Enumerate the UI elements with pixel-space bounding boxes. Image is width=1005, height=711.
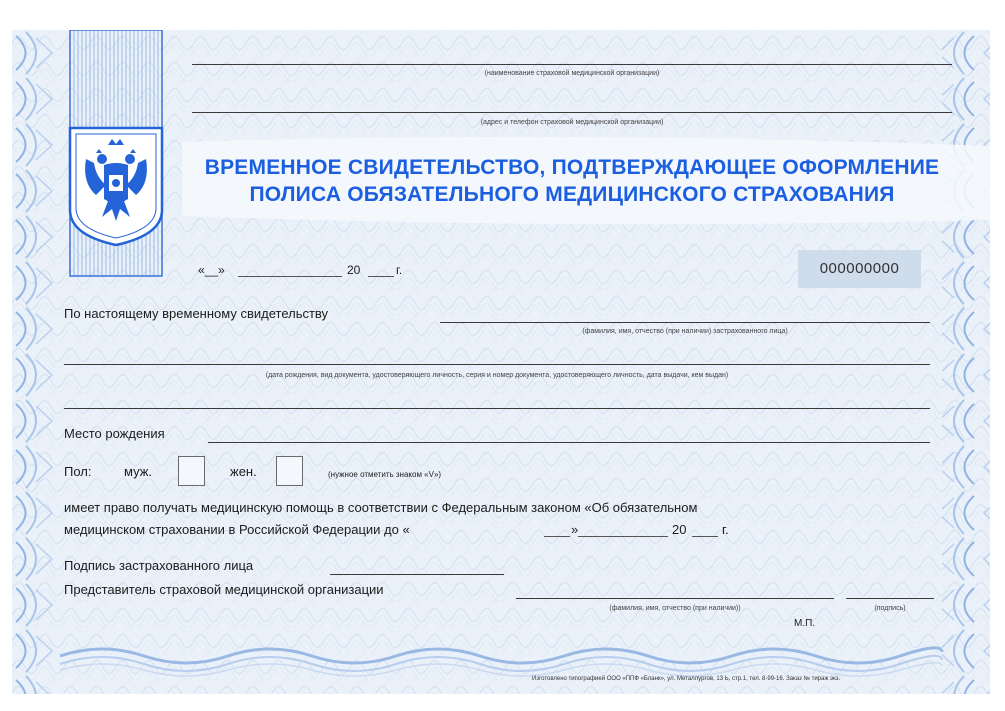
holder-details-line-2[interactable] [64,408,930,409]
printer-footer: Изготовлено типографией ООО «ППФ «Бланк», ул. Металлургов, 13 Ь, стр.1, тел. 8-99-16. Заказ № тираж экз. [532,676,841,682]
gender-female-label: жен. [230,464,257,479]
holder-label: По настоящему временному свидетельству [64,306,329,321]
russian-emblem-icon [66,125,166,247]
date-day: «__» [198,263,225,277]
representative-label: Представитель страховой медицинской организации [64,582,384,597]
date-year-prefix: 20 [347,263,361,277]
representative-name-line[interactable] [516,598,834,599]
org-name-caption: (наименование страховой медицинской организации) [484,70,660,77]
insured-signature-line[interactable] [330,574,504,575]
gender-male-label: муж. [124,464,153,479]
document-title-line1: ВРЕМЕННОЕ СВИДЕТЕЛЬСТВО, ПОДТВЕРЖДАЮЩЕЕ ОФОРМЛЕНИЕ [204,156,940,179]
insured-signature-label: Подпись застрахованного лица [64,558,254,573]
birthplace-line[interactable] [208,442,930,443]
stamp-placeholder: М.П. [794,618,816,629]
org-address-caption: (адрес и телефон страховой медицинской организации) [480,119,664,126]
holder-details-caption: (дата рождения, вид документа, удостоверяющего личность, серия и номер документа, удостоверяющего личность, дата выдачи, кем выдан) [265,372,729,379]
holder-details-line[interactable] [64,364,930,365]
gender-male-checkbox[interactable] [178,456,205,486]
temporary-certificate-form [12,30,990,694]
gender-female-checkbox[interactable] [276,456,303,486]
policy-number: 000000000 [798,250,921,288]
date-year-suffix: г. [396,263,403,277]
org-address-line[interactable] [192,112,952,113]
rights-line2-mid: » [571,522,579,537]
rights-year-prefix: 20 [672,522,687,537]
rights-year-line[interactable] [692,536,718,537]
rights-month-line[interactable] [578,536,668,537]
rights-year-suffix: г. [722,522,729,537]
holder-name-caption: (фамилия, имя, отчество (при наличии) застрахованного лица) [582,328,788,335]
gender-label: Пол: [64,464,92,479]
rights-day-line[interactable] [544,536,570,537]
document-title-line2: ПОЛИСА ОБЯЗАТЕЛЬНОГО МЕДИЦИНСКОГО СТРАХОВАНИЯ [249,183,895,206]
representative-signature-caption: (подпись) [874,605,906,612]
gender-note: (нужное отметить знаком «V») [328,470,442,479]
org-name-line[interactable] [192,64,952,65]
date-month-line[interactable] [238,276,342,277]
holder-name-line[interactable] [440,322,930,323]
date-year-line[interactable] [368,276,394,277]
birthplace-label: Место рождения [64,426,165,441]
rights-line2-prefix: медицинском страховании в Российской Федерации до « [64,522,410,537]
rights-line1: имеет право получать медицинскую помощь в соответствии с Федеральным законом «Об обязательном [64,500,698,515]
representative-name-caption: (фамилия, имя, отчество (при наличии)) [609,605,741,612]
representative-signature-line[interactable] [846,598,934,599]
